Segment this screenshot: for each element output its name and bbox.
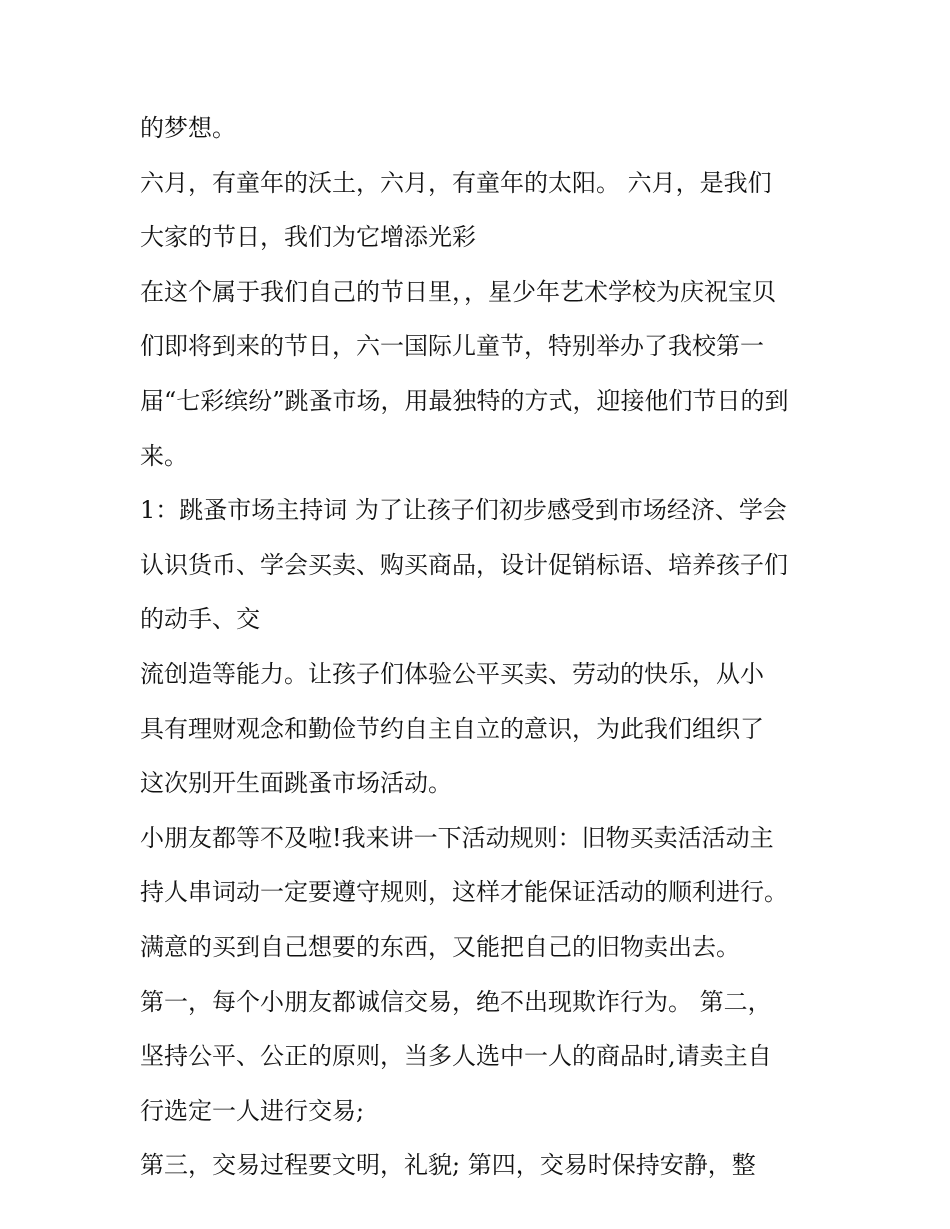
document-body xyxy=(140,108,830,1200)
text-line: 坚持公平、公正的原则，当多人选中一人的商品时,请卖主自 xyxy=(140,1042,772,1071)
text-line: 持人串词动一定要遵守规则，这样才能保证活动的顺利进行。 xyxy=(140,878,788,907)
text-line: 满意的买到自己想要的东西，又能把自己的旧物卖出去。 xyxy=(140,932,740,961)
text-line: 流创造等能力。让孩子们体验公平买卖、劳动的快乐，从小 xyxy=(140,659,764,688)
text-line: 六月，有童年的沃土，六月，有童年的太阳。 六月，是我们 xyxy=(140,168,772,197)
text-line: 的梦想。 xyxy=(140,114,236,142)
text-line: 第三，交易过程要文明，礼貌; 第四，交易时保持安静，整 xyxy=(140,1151,756,1180)
text-line: 第一，每个小朋友都诚信交易，绝不出现欺诈行为。 第二， xyxy=(140,987,772,1016)
text-line: 们即将到来的节日，六一国际儿童节，特别举办了我校第一 xyxy=(140,332,764,361)
text-line: 行选定一人进行交易; xyxy=(140,1096,365,1125)
text-line: 小朋友都等不及啦!我来讲一下活动规则：旧物买卖活活动主 xyxy=(140,823,774,852)
text-line: 在这个属于我们自己的节日里，，星少年艺术学校为庆祝宝贝 xyxy=(140,277,776,306)
text-line: 届“七彩缤纷”跳蚤市场，用最独特的方式，迎接他们节日的到 xyxy=(140,386,789,415)
text-line: 来。 xyxy=(140,441,188,470)
text-line: 这次别开生面跳蚤市场活动。 xyxy=(140,769,452,798)
text-line: 的动手、交 xyxy=(140,605,260,634)
text-line: 大家的节日，我们为它增添光彩 xyxy=(140,223,476,252)
text-line: 具有理财观念和勤俭节约自主自立的意识，为此我们组织了 xyxy=(140,714,764,743)
text-line: 1：跳蚤市场主持词 为了让孩子们初步感受到市场经济、学会 xyxy=(140,496,787,525)
text-line: 认识货币、学会买卖、购买商品，设计促销标语、培养孩子们 xyxy=(140,550,788,579)
